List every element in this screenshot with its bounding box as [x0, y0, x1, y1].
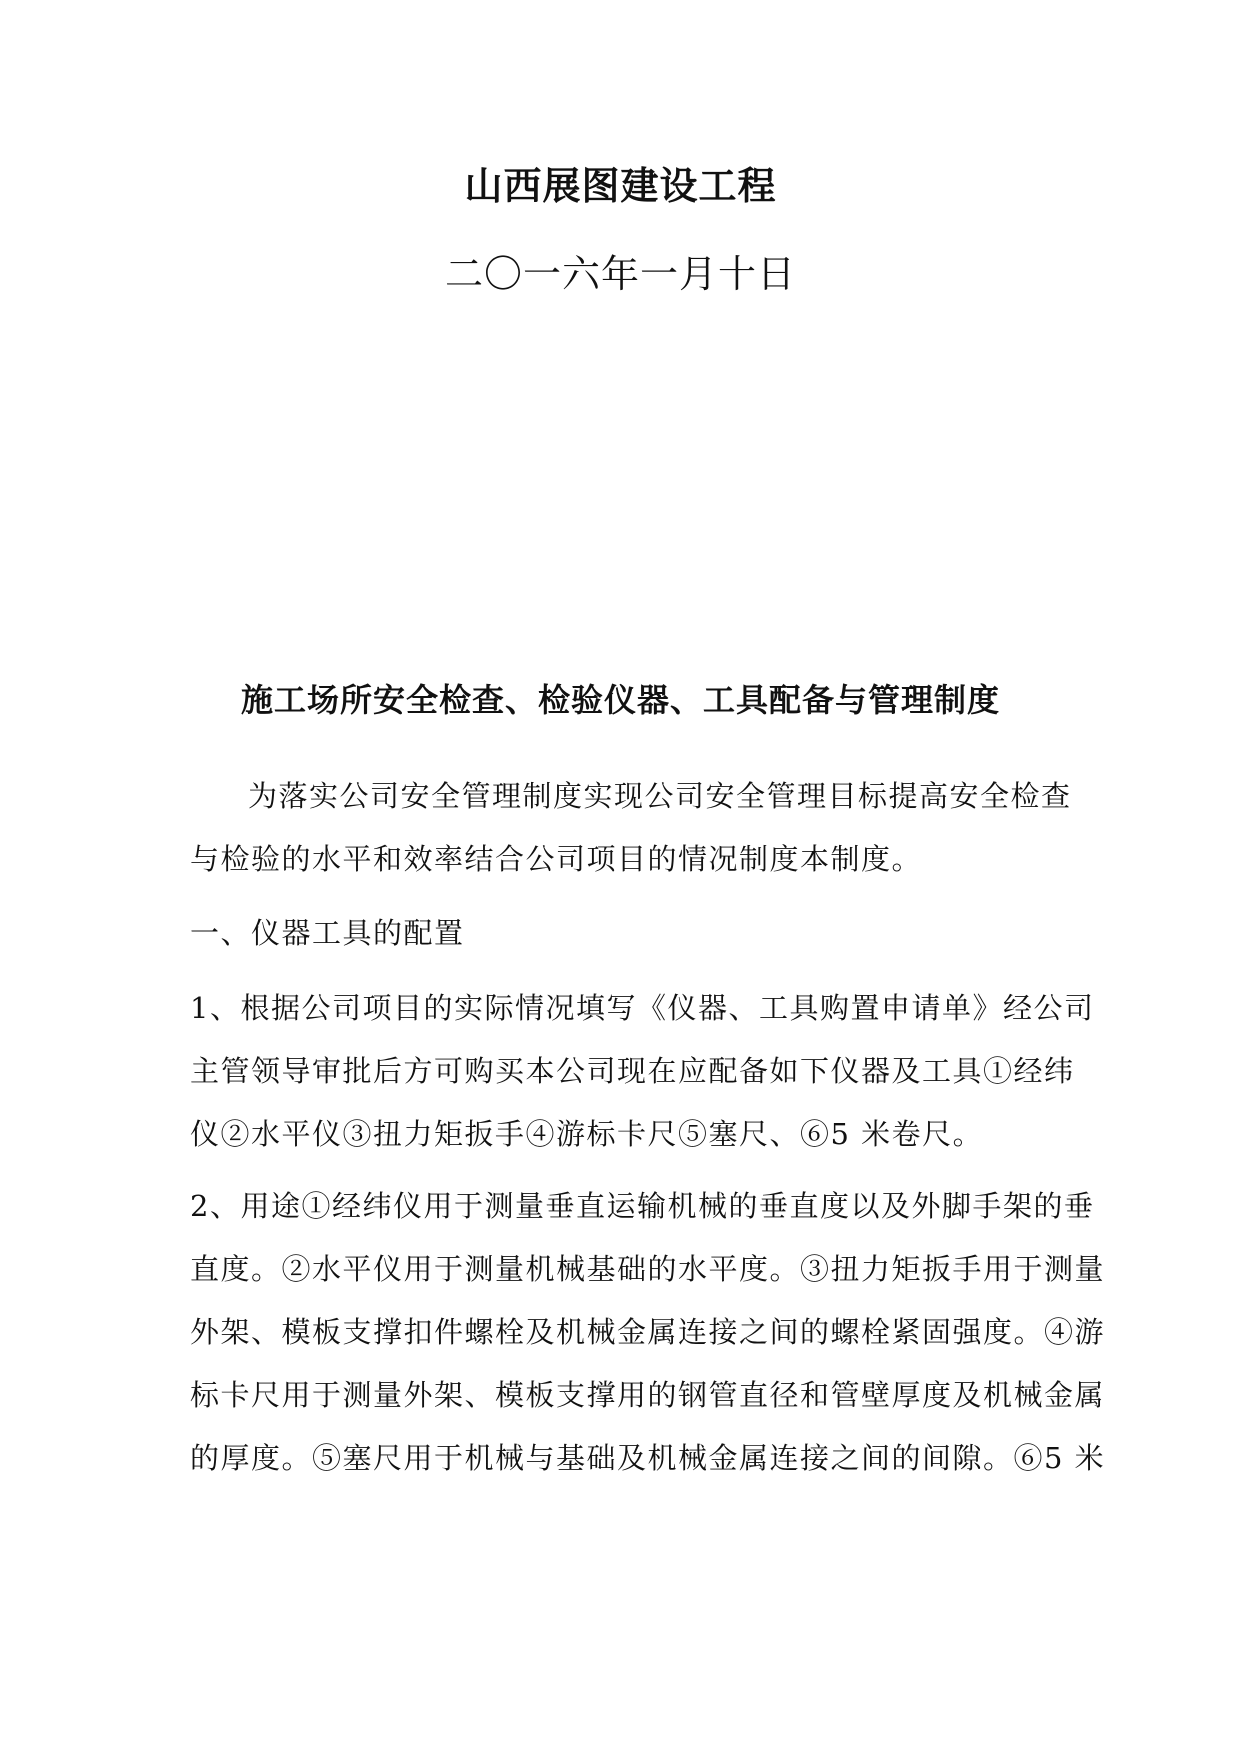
document-date: 二〇一六年一月十日 [444, 252, 796, 296]
section-heading-text: 一、仪器工具的配置 [190, 916, 465, 950]
paragraph-line: 1、根据公司项目的实际情况填写《仪器、工具购置申请单》经公司 [190, 991, 1095, 1025]
item-1-paragraph [190, 977, 1095, 1166]
intro-paragraph [190, 765, 1072, 891]
paragraph-line: 的厚度。⑤塞尺用于机械与基础及机械金属连接之间的间隙。⑥5 米 [190, 1441, 1106, 1475]
paragraph-line: 外架、模板支撑扣件螺栓及机械金属连接之间的螺栓紧固强度。④游 [190, 1315, 1106, 1349]
paragraph-line: 直度。②水平仪用于测量机械基础的水平度。③扭力矩扳手用于测量 [190, 1252, 1106, 1286]
company-name: 山西展图建设工程 [464, 163, 777, 208]
paragraph-line: 为落实公司安全管理制度实现公司安全管理目标提高安全检查 [248, 779, 1072, 813]
paragraph-line: 与检验的水平和效率结合公司项目的情况制度本制度。 [190, 842, 923, 876]
section-heading [190, 902, 1060, 965]
item-2-paragraph [190, 1175, 1106, 1490]
paragraph-line: 2、用途①经纬仪用于测量垂直运输机械的垂直度以及外脚手架的垂 [190, 1189, 1095, 1223]
paragraph-line: 标卡尺用于测量外架、模板支撑用的钢管直径和管壁厚度及机械金属 [190, 1378, 1106, 1412]
paragraph-line: 仪②水平仪③扭力矩扳手④游标卡尺⑤塞尺、⑥5 米卷尺。 [190, 1117, 984, 1151]
paragraph-line: 主管领导审批后方可购买本公司现在应配备如下仪器及工具①经纬 [190, 1054, 1075, 1088]
document-title: 施工场所安全检查、检验仪器、工具配备与管理制度 [240, 681, 1000, 719]
